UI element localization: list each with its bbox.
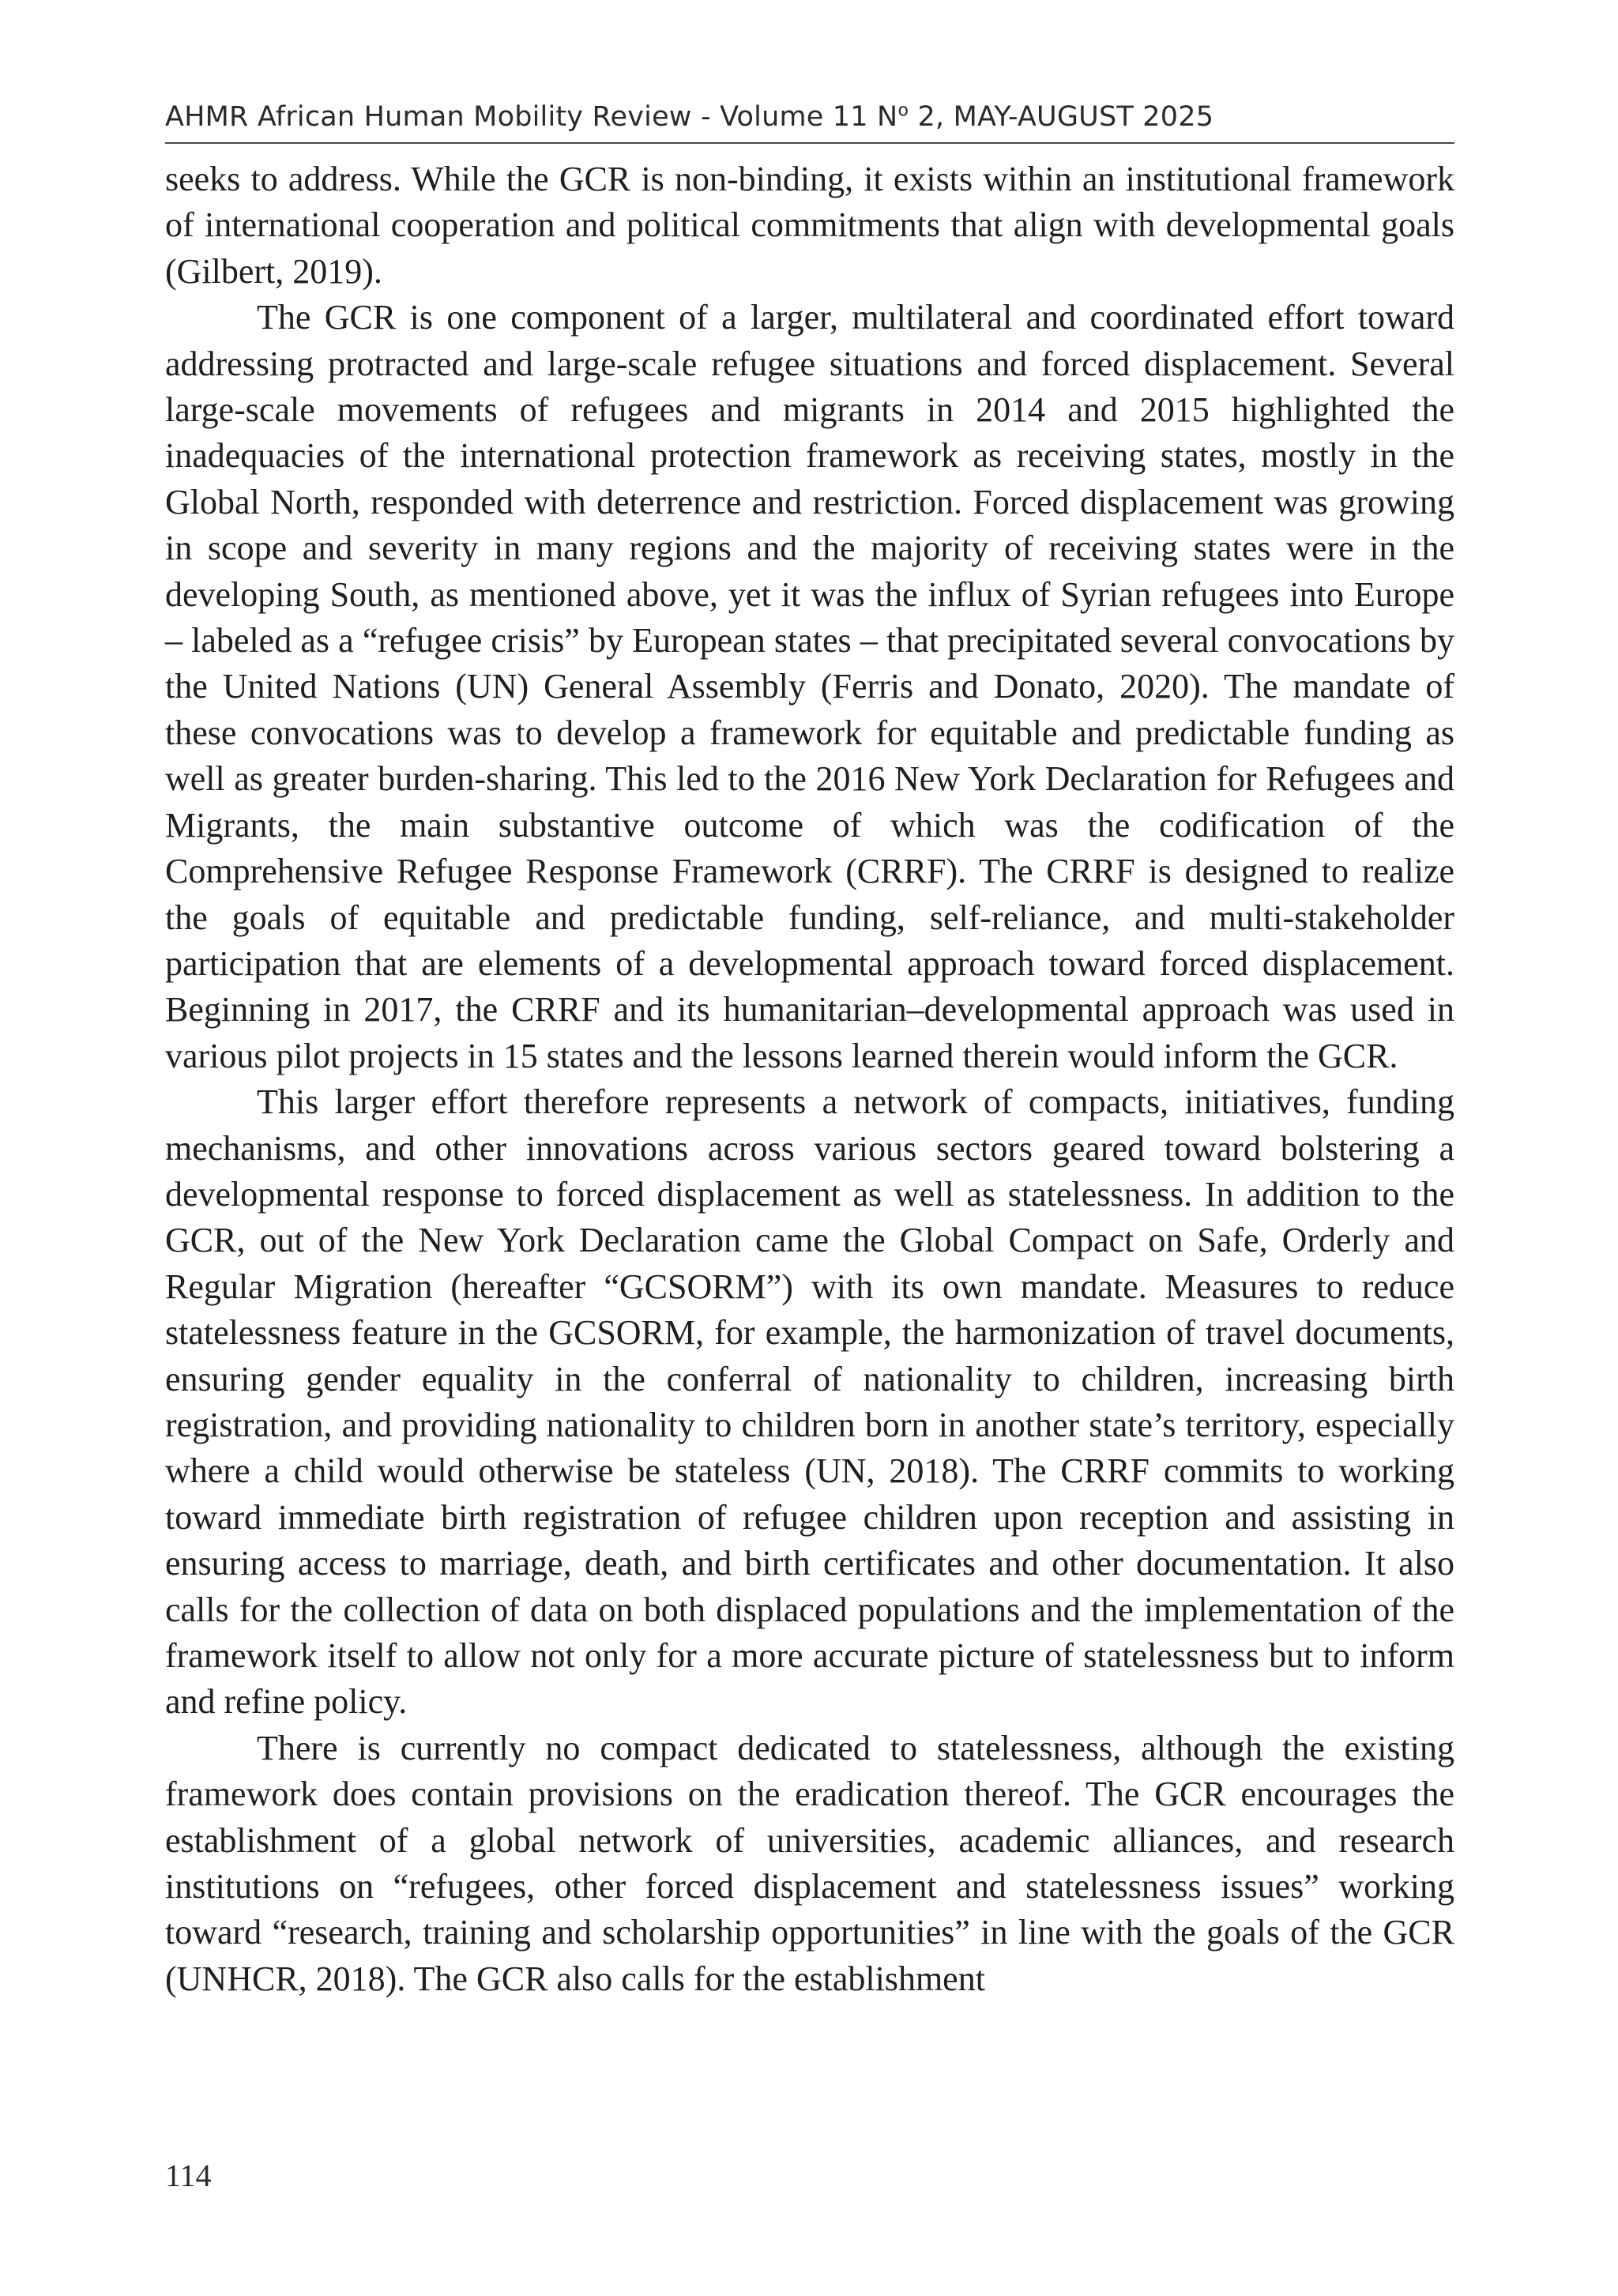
paragraph-2: The GCR is one component of a larger, multilateral and coordinated effort toward addressing protracted and large-scale refugee situations and forced displacement. Several large-scale movements of refugees and migrants in 2014 and 2015 highlighted the inadequacies of the international protection framework as receiving states, mostly in the Global North, responded with deterrence and restriction. Forced displacement was growing in scope and severity in many regions and the majority of receiving states were in the developing South, as mentioned above, yet it was the influx of Syrian refugees into Europe – labeled as a “refugee crisis” by European states – that precipitated several convocations by the United Nations (UN) General Assembly (Ferris and Donato, 2020). The mandate of these convocations was to develop a framework for equitable and predictable funding as well as greater burden-sharing. This led to the 2016 New York Declaration for Refugees and Migrants, the main substantive outcome of which was the codification of the Comprehensive Refugee Response Framework (CRRF). The CRRF is designed to realize the goals of equitable and predictable funding, self-reliance, and multi-stakeholder participation that are elements of a developmental approach toward forced displacement. Beginning in 2017, the CRRF and its humanitarian–developmental approach was used in various pilot projects in 15 states and the lessons learned therein would inform the GCR. <box>165 298 1454 1075</box>
body-text <box>165 156 1454 2002</box>
paragraph-3: This larger effort therefore represents a network of compacts, initiatives, funding mechanisms, and other innovations across various sectors geared toward bolstering a developmental response to forced displacement as well as statelessness. In addition to the GCR, out of the New York Declaration came the Global Compact on Safe, Orderly and Regular Migration (hereafter “GCSORM”) with its own mandate. Measures to reduce statelessness feature in the GCSORM, for example, the harmonization of travel documents, ensuring gender equality in the conferral of nationality to children, increasing birth registration, and providing nationality to children born in another state’s territory, especially where a child would otherwise be stateless (UN, 2018). The CRRF commits to working toward immediate birth registration of refugee children upon reception and assisting in ensuring access to marriage, death, and birth certificates and other documentation. It also calls for the collection of data on both displaced populations and the implementation of the framework itself to allow not only for a more accurate picture of statelessness but to inform and refine policy. <box>165 1082 1454 1722</box>
paragraph-4: There is currently no compact dedicated to statelessness, although the existing framework does contain provisions on the eradication thereof. The GCR encourages the establishment of a global network of universities, academic alliances, and research institutions on “refugees, other forced displacement and statelessness issues” working toward “research, training and scholarship opportunities” in line with the goals of the GCR (UNHCR, 2018). The GCR also calls for the establishment <box>165 1728 1454 1998</box>
journal-title: AHMR African Human Mobility Review - Volume 11 N <box>165 101 898 133</box>
header-rule <box>165 142 1454 144</box>
issue-number-superscript: o <box>897 100 909 121</box>
page-number: 114 <box>165 2158 212 2193</box>
running-header <box>165 98 1454 136</box>
issue-date: 2, MAY-AUGUST 2025 <box>909 101 1214 133</box>
paragraph-1: seeks to address. While the GCR is non-binding, it exists within an institutional framework of international cooperation and political commitments that align with developmental goals (Gilbert, 2019). <box>165 160 1454 291</box>
